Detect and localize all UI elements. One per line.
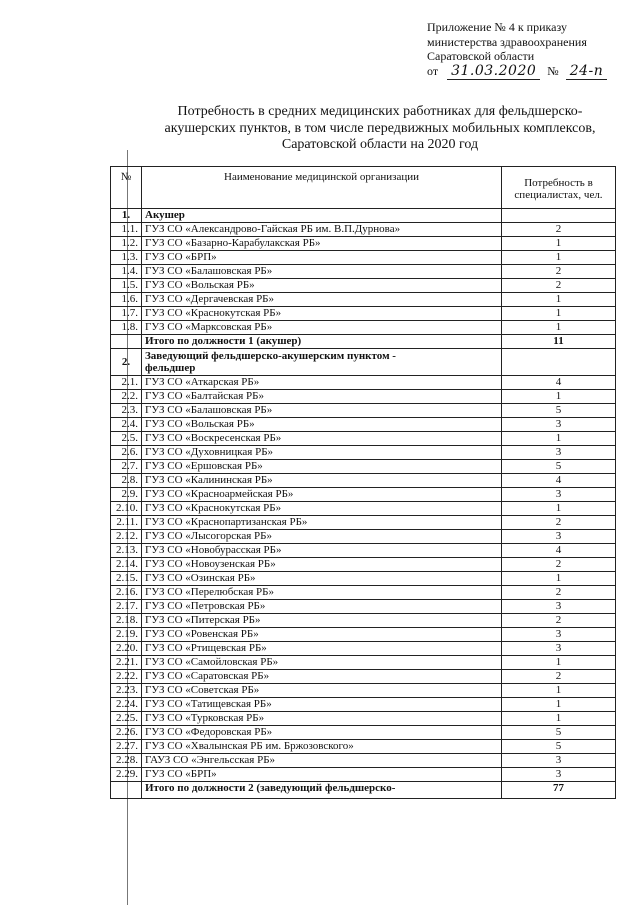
order-header (427, 20, 627, 78)
table-row (111, 251, 616, 265)
row-organization: ГУЗ СО «Краснокутская РБ» (142, 502, 502, 516)
row-need-value: 1 (502, 684, 616, 698)
row-organization: ГУЗ СО «Татищевская РБ» (142, 698, 502, 712)
row-number: 2.10. (111, 502, 142, 516)
row-need-value: 2 (502, 558, 616, 572)
section-title (142, 349, 502, 376)
table-row (111, 265, 616, 279)
row-organization: ГУЗ СО «БРП» (142, 251, 502, 265)
row-need-value: 3 (502, 418, 616, 432)
section-value (502, 349, 616, 376)
row-need-value: 1 (502, 712, 616, 726)
row-number: 2.16. (111, 586, 142, 600)
row-organization: ГУЗ СО «Базарно-Карабулакская РБ» (142, 237, 502, 251)
row-organization: ГУЗ СО «Калининская РБ» (142, 474, 502, 488)
row-need-value: 2 (502, 586, 616, 600)
row-organization: ГУЗ СО «Петровская РБ» (142, 600, 502, 614)
row-organization: ГУЗ СО «Перелюбская РБ» (142, 586, 502, 600)
table-row (111, 740, 616, 754)
section-title: Акушер (142, 209, 502, 223)
row-organization: ГУЗ СО «Ершовская РБ» (142, 460, 502, 474)
row-need-value: 1 (502, 293, 616, 307)
row-number: 2.25. (111, 712, 142, 726)
row-organization: ГУЗ СО «Федоровская РБ» (142, 726, 502, 740)
row-number: 2.24. (111, 698, 142, 712)
section-title-line-1: Заведующий фельдшерско-акушерским пунктом - (145, 349, 396, 362)
row-need-value: 5 (502, 404, 616, 418)
row-organization: ГУЗ СО «Марксовская РБ» (142, 321, 502, 335)
row-number: 2.27. (111, 740, 142, 754)
total-label: Итого по должности 2 (заведующий фельдшерско- (142, 782, 502, 799)
row-organization: ГУЗ СО «Александрово-Гайская РБ им. В.П.Дурнова» (142, 223, 502, 237)
order-number: 24-п (566, 63, 608, 80)
table-row (111, 698, 616, 712)
row-organization: ГУЗ СО «Балашовская РБ» (142, 404, 502, 418)
total-label: Итого по должности 1 (акушер) (142, 335, 502, 349)
row-need-value: 1 (502, 572, 616, 586)
row-organization: ГУЗ СО «Воскресенская РБ» (142, 432, 502, 446)
total-num (111, 335, 142, 349)
table-row (111, 614, 616, 628)
row-number: 2.28. (111, 754, 142, 768)
col-header-need-line-2: специалистах, чел. (514, 188, 603, 201)
col-header-need (502, 167, 616, 209)
table-row (111, 726, 616, 740)
row-organization: ГУЗ СО «Питерская РБ» (142, 614, 502, 628)
row-number: 2.12. (111, 530, 142, 544)
table-row (111, 223, 616, 237)
row-need-value: 3 (502, 446, 616, 460)
row-need-value: 1 (502, 237, 616, 251)
row-organization: ГУЗ СО «Хвалынская РБ им. Бржозовского» (142, 740, 502, 754)
col-header-need-line-1: Потребность в (524, 176, 593, 189)
date-prefix: от (427, 63, 439, 78)
table-row (111, 237, 616, 251)
row-number: 1.5. (111, 279, 142, 293)
table-row (111, 628, 616, 642)
row-need-value: 4 (502, 544, 616, 558)
row-organization: ГУЗ СО «Красноармейская РБ» (142, 488, 502, 502)
row-organization: ГУЗ СО «Лысогорская РБ» (142, 530, 502, 544)
table-row (111, 600, 616, 614)
row-organization: ГУЗ СО «Балашовская РБ» (142, 265, 502, 279)
row-need-value: 3 (502, 488, 616, 502)
row-number: 2.2. (111, 390, 142, 404)
row-organization: ГУЗ СО «Краснокутская РБ» (142, 307, 502, 321)
row-need-value: 1 (502, 656, 616, 670)
row-organization: ГУЗ СО «Самойловская РБ» (142, 656, 502, 670)
row-organization: ГУЗ СО «Саратовская РБ» (142, 670, 502, 684)
row-number: 2.14. (111, 558, 142, 572)
row-number: 2.5. (111, 432, 142, 446)
total-value: 11 (502, 335, 616, 349)
table-row (111, 656, 616, 670)
table-body (111, 209, 616, 799)
row-organization: ГУЗ СО «Духовницкая РБ» (142, 446, 502, 460)
table-row (111, 572, 616, 586)
row-number: 2.9. (111, 488, 142, 502)
total-num (111, 782, 142, 799)
table-row (111, 279, 616, 293)
table-row (111, 754, 616, 768)
row-organization: ГУЗ СО «Ровенская РБ» (142, 628, 502, 642)
row-number: 1.2. (111, 237, 142, 251)
row-number: 2.3. (111, 404, 142, 418)
row-number: 2.20. (111, 642, 142, 656)
row-number: 2.26. (111, 726, 142, 740)
row-number: 1.8. (111, 321, 142, 335)
table-row (111, 684, 616, 698)
row-need-value: 4 (502, 474, 616, 488)
table-row (111, 488, 616, 502)
row-organization: ГУЗ СО «Советская РБ» (142, 684, 502, 698)
section-num: 2. (111, 349, 142, 376)
row-need-value: 1 (502, 251, 616, 265)
row-number: 2.6. (111, 446, 142, 460)
row-need-value: 1 (502, 307, 616, 321)
row-need-value: 3 (502, 530, 616, 544)
row-number: 2.23. (111, 684, 142, 698)
row-organization: ГУЗ СО «Вольская РБ» (142, 418, 502, 432)
total-value: 77 (502, 782, 616, 799)
row-need-value: 3 (502, 754, 616, 768)
section-title-line-2: фельдшер (145, 362, 196, 374)
row-need-value: 1 (502, 502, 616, 516)
table-row (111, 558, 616, 572)
row-organization: ГУЗ СО «Новобурасская РБ» (142, 544, 502, 558)
row-number: 2.4. (111, 418, 142, 432)
header-line-1: Приложение № 4 к приказу (427, 20, 567, 34)
table-row (111, 768, 616, 782)
row-organization: ГУЗ СО «Дергачевская РБ» (142, 293, 502, 307)
row-number: 2.8. (111, 474, 142, 488)
table-row (111, 432, 616, 446)
row-number: 2.13. (111, 544, 142, 558)
col-header-name: Наименование медицинской организации (142, 167, 502, 209)
section-value (502, 209, 616, 223)
row-number: 2.15. (111, 572, 142, 586)
table-row (111, 460, 616, 474)
col-header-num: № (111, 167, 142, 209)
section-row-2 (111, 349, 616, 376)
table-row (111, 321, 616, 335)
table-row (111, 642, 616, 656)
document-title (140, 104, 620, 154)
row-number: 2.7. (111, 460, 142, 474)
row-number: 1.6. (111, 293, 142, 307)
row-need-value: 2 (502, 614, 616, 628)
section-row-1 (111, 209, 616, 223)
row-need-value: 1 (502, 321, 616, 335)
row-number: 2.11. (111, 516, 142, 530)
header-line-2: министерства здравоохранения (427, 34, 587, 49)
row-number: 2.18. (111, 614, 142, 628)
row-number: 2.19. (111, 628, 142, 642)
table-row (111, 376, 616, 390)
row-need-value: 3 (502, 600, 616, 614)
row-need-value: 4 (502, 376, 616, 390)
row-organization: ГУЗ СО «Краснопартизанская РБ» (142, 516, 502, 530)
table-row (111, 446, 616, 460)
table-row (111, 502, 616, 516)
row-organization: ГУЗ СО «БРП» (142, 768, 502, 782)
row-number: 1.3. (111, 251, 142, 265)
row-need-value: 2 (502, 516, 616, 530)
section-num: 1. (111, 209, 142, 223)
row-number: 2.29. (111, 768, 142, 782)
row-need-value: 1 (502, 698, 616, 712)
table-row (111, 712, 616, 726)
table-row (111, 474, 616, 488)
title-line-1: Потребность в средних медицинских работниках для фельдшерско- (177, 104, 583, 119)
table-row (111, 418, 616, 432)
table-row (111, 516, 616, 530)
total-row-1 (111, 335, 616, 349)
number-prefix: № (547, 63, 559, 78)
row-need-value: 2 (502, 279, 616, 293)
row-number: 2.17. (111, 600, 142, 614)
table-row (111, 307, 616, 321)
row-need-value: 1 (502, 390, 616, 404)
row-number: 2.22. (111, 670, 142, 684)
row-need-value: 2 (502, 265, 616, 279)
row-organization: ГУЗ СО «Новоузенская РБ» (142, 558, 502, 572)
table-row (111, 530, 616, 544)
row-need-value: 5 (502, 726, 616, 740)
row-need-value: 5 (502, 460, 616, 474)
row-number: 1.1. (111, 223, 142, 237)
table-row (111, 293, 616, 307)
table-header-row (111, 167, 616, 209)
row-need-value: 3 (502, 628, 616, 642)
row-need-value: 3 (502, 642, 616, 656)
row-organization: ГУЗ СО «Турковская РБ» (142, 712, 502, 726)
row-number: 2.21. (111, 656, 142, 670)
row-organization: ГУЗ СО «Озинская РБ» (142, 572, 502, 586)
order-date: 31.03.2020 (447, 63, 540, 80)
row-organization: ГУЗ СО «Балтайская РБ» (142, 390, 502, 404)
title-line-3: Саратовской области на 2020 год (281, 137, 479, 152)
header-date-line (427, 64, 627, 79)
table-row (111, 670, 616, 684)
row-need-value: 2 (502, 670, 616, 684)
row-number: 2.1. (111, 376, 142, 390)
table-row (111, 404, 616, 418)
table-row (111, 544, 616, 558)
header-line-3: Саратовской области (427, 49, 535, 63)
row-need-value: 2 (502, 223, 616, 237)
staff-need-table (110, 166, 616, 799)
title-line-2: акушерских пунктов, в том числе передвижных мобильных комплексов, (164, 120, 596, 136)
row-number: 1.4. (111, 265, 142, 279)
table-row (111, 586, 616, 600)
row-organization: ГУЗ СО «Вольская РБ» (142, 279, 502, 293)
row-organization: ГАУЗ СО «Энгельсская РБ» (142, 754, 502, 768)
row-number: 1.7. (111, 307, 142, 321)
table-row (111, 390, 616, 404)
total-row-2 (111, 782, 616, 799)
row-need-value: 5 (502, 740, 616, 754)
row-organization: ГУЗ СО «Ртищевская РБ» (142, 642, 502, 656)
row-need-value: 3 (502, 768, 616, 782)
row-need-value: 1 (502, 432, 616, 446)
row-organization: ГУЗ СО «Аткарская РБ» (142, 376, 502, 390)
